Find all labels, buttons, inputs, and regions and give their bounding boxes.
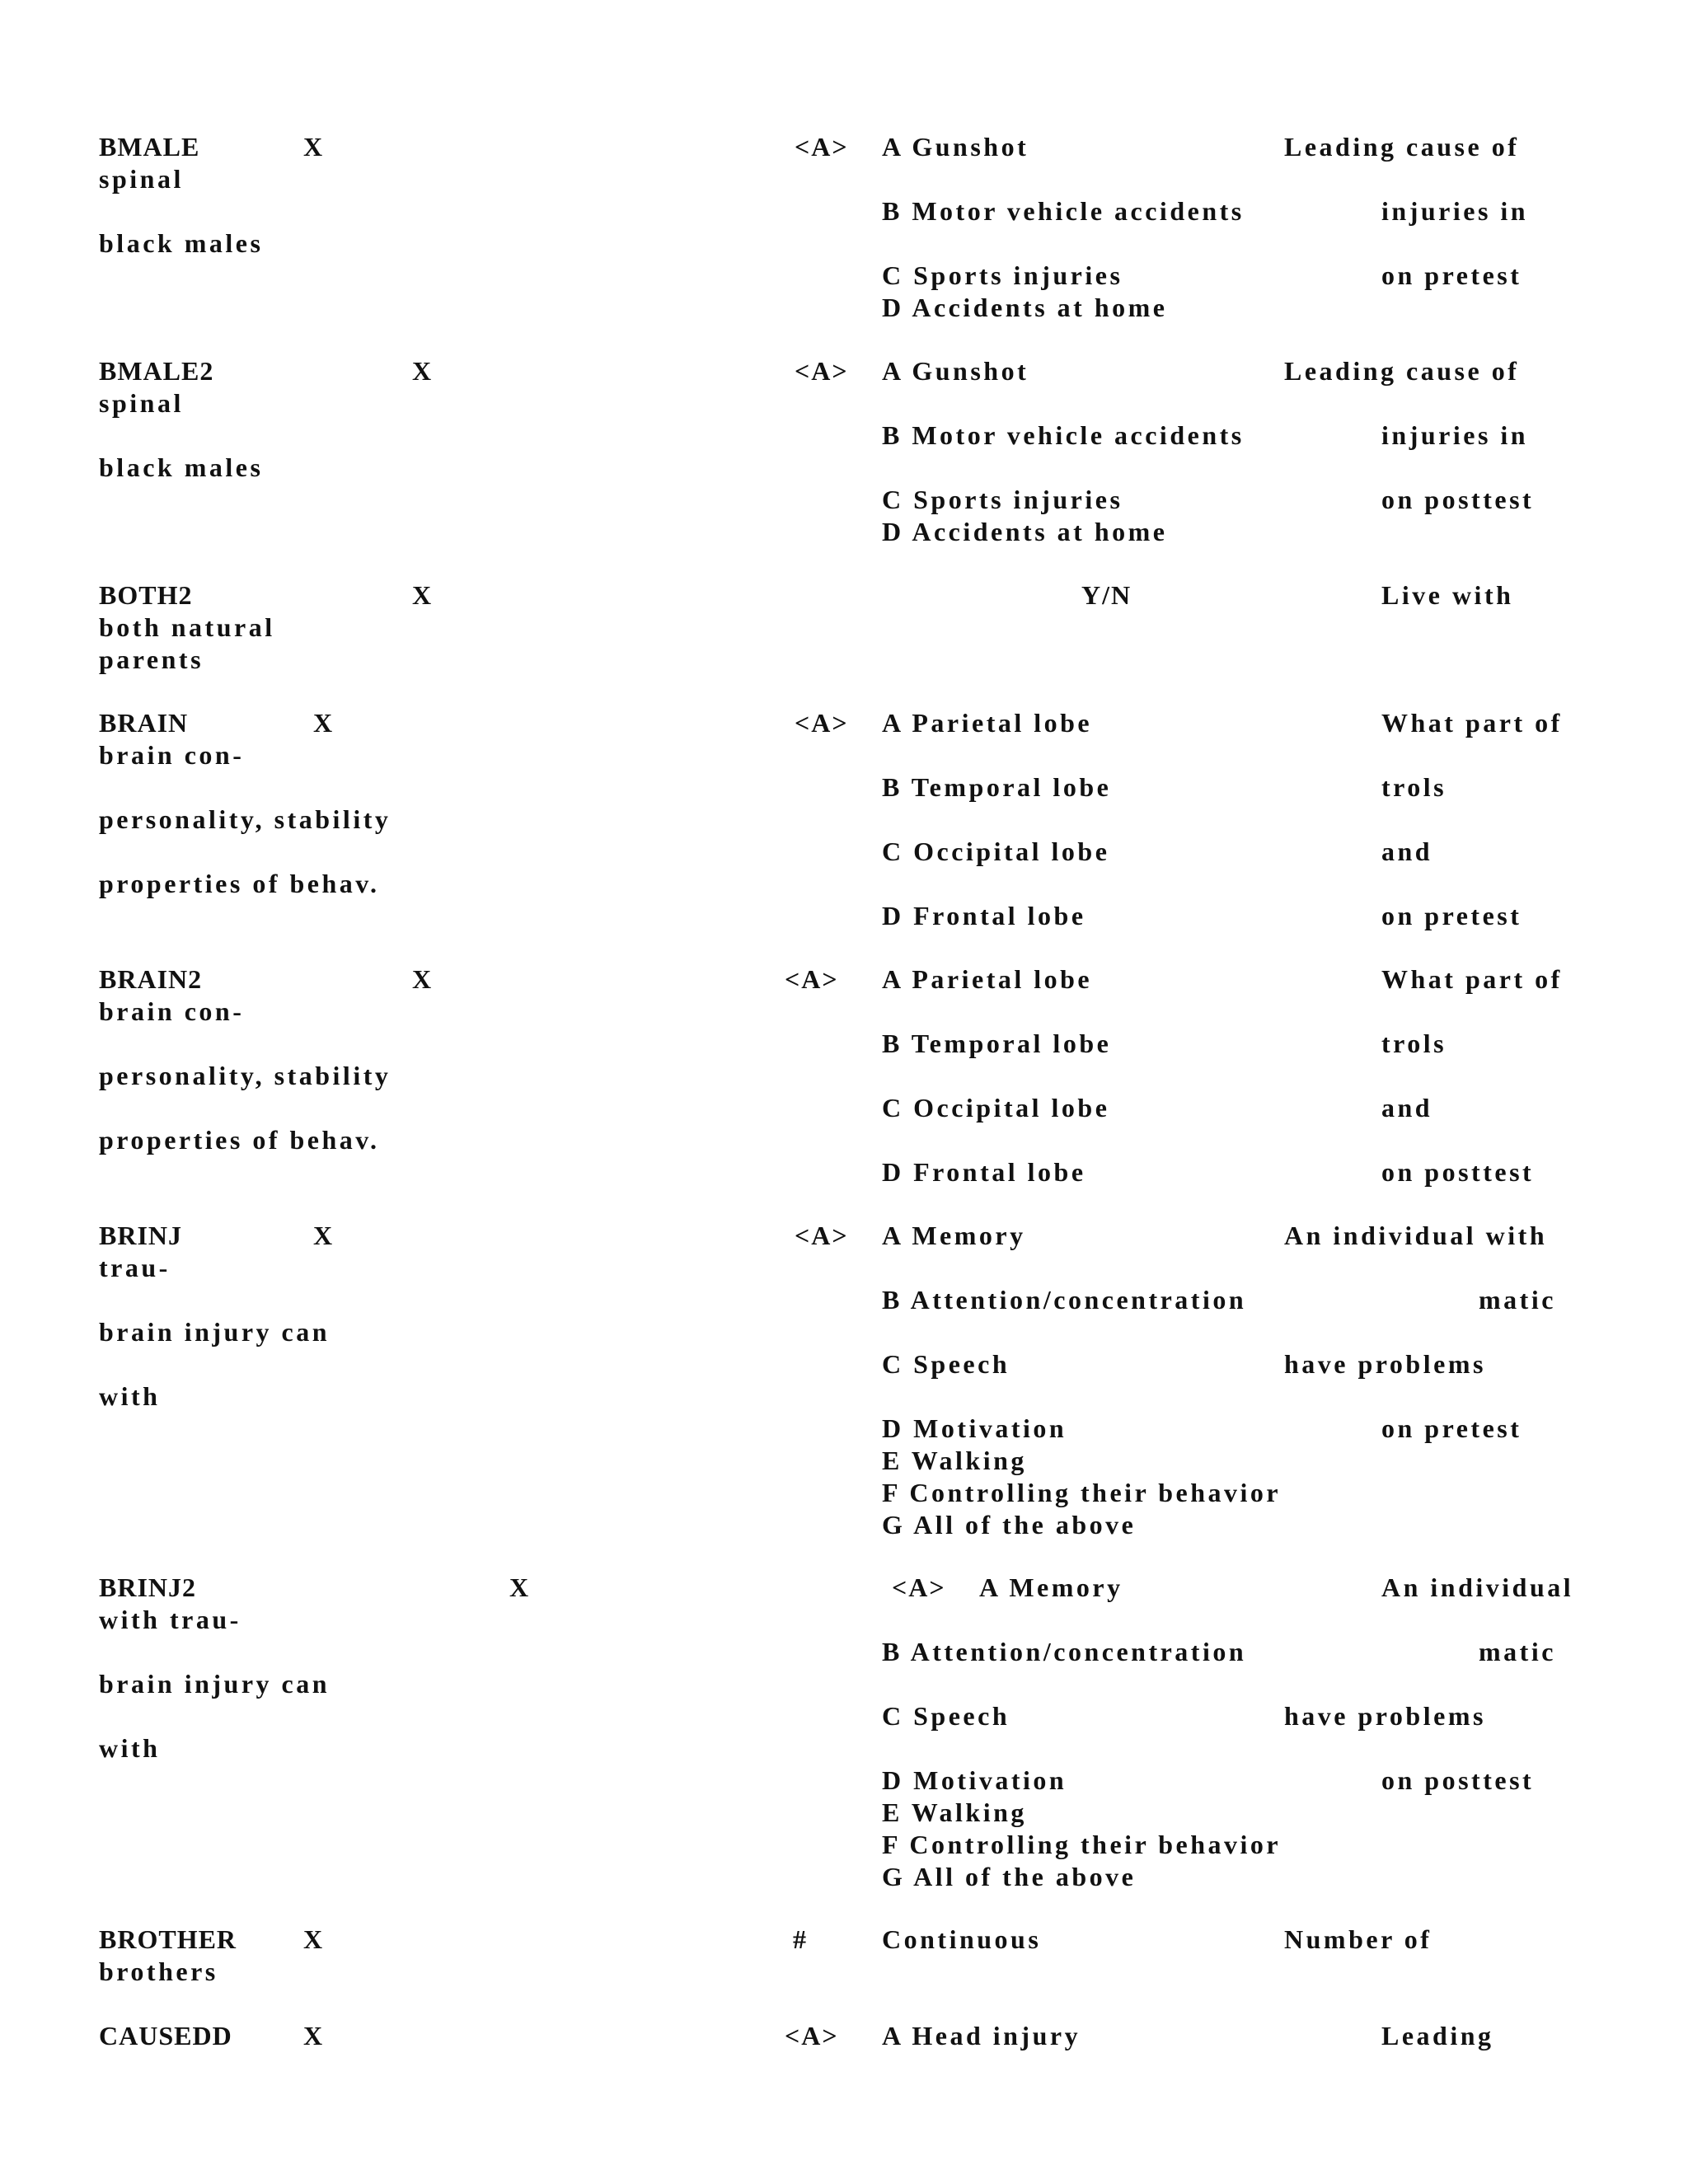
response-code: <A> [795,1221,849,1250]
variable-name: CAUSEDD [99,2021,232,2050]
option-text: C Occipital lobe [882,1093,1110,1122]
option-text: D Frontal lobe [882,1157,1086,1187]
description-text: trols [1381,772,1447,802]
option-text: B Attention/concentration [882,1285,1247,1315]
description-text: brain con- [99,740,245,770]
option-text: D Accidents at home [882,517,1168,546]
variable-name: BRAIN [99,708,189,738]
description-text: Leading [1381,2021,1494,2050]
variable-name: BROTHER [99,1924,237,1954]
option-text: B Temporal lobe [882,1029,1112,1058]
variable-name: BMALE2 [99,356,214,386]
selection-mark: X [313,708,334,738]
option-text: A Parietal lobe [882,964,1093,994]
option-text: D Motivation [882,1413,1067,1443]
description-text: Number of [1284,1924,1432,1954]
option-text: F Controlling their behavior [882,1830,1282,1859]
description-text: on pretest [1381,1413,1522,1443]
description-text: injuries in [1381,196,1529,226]
description-text: black males [99,228,264,258]
variable-name: BRAIN2 [99,964,203,994]
option-text: A Memory [979,1572,1123,1602]
description-text: have problems [1284,1349,1486,1379]
option-text: B Temporal lobe [882,772,1112,802]
selection-mark: X [412,580,433,610]
option-text: C Speech [882,1701,1010,1731]
option-text: F Controlling their behavior [882,1478,1282,1507]
response-code: <A> [785,964,839,994]
description-text: have problems [1284,1701,1486,1731]
description-text: injuries in [1381,420,1529,450]
option-text: D Frontal lobe [882,901,1086,930]
description-text: What part of [1381,708,1563,738]
response-code: <A> [795,132,849,162]
selection-mark: X [303,2021,324,2050]
option-text: Continuous [882,1924,1042,1954]
option-text: C Speech [882,1349,1010,1379]
option-text: B Motor vehicle accidents [882,196,1245,226]
option-text: G All of the above [882,1510,1137,1540]
description-text: and [1381,1093,1433,1122]
option-text: G All of the above [882,1862,1137,1891]
response-code: Y/N [1081,580,1132,610]
description-text: Live with [1381,580,1514,610]
description-text: matic [1479,1285,1556,1315]
variable-name: BMALE [99,132,200,162]
description-text: on posttest [1381,485,1535,514]
variable-name: BRINJ [99,1221,183,1250]
description-text: and [1381,837,1433,866]
description-text: trols [1381,1029,1447,1058]
option-text: A Gunshot [882,132,1029,162]
response-code: <A> [795,708,849,738]
response-code: # [793,1924,808,1954]
description-text: both natural [99,612,275,642]
selection-mark: X [303,1924,324,1954]
description-text: Leading cause of [1284,132,1520,162]
description-text: What part of [1381,964,1563,994]
description-text: on pretest [1381,260,1522,290]
response-code: <A> [795,356,849,386]
description-text: with [99,1381,161,1411]
description-text: brain injury can [99,1317,331,1347]
variable-name: BRINJ2 [99,1572,197,1602]
option-text: A Head injury [882,2021,1081,2050]
description-text: brain con- [99,996,245,1026]
description-text: black males [99,452,264,482]
selection-mark: X [509,1572,530,1602]
variable-name: BOTH2 [99,580,193,610]
description-text: brothers [99,1957,218,1986]
description-text: on posttest [1381,1765,1535,1795]
option-text: C Sports injuries [882,485,1123,514]
description-text: parents [99,644,204,674]
option-text: B Attention/concentration [882,1637,1247,1666]
description-text: properties of behav. [99,1125,380,1155]
option-text: A Parietal lobe [882,708,1093,738]
selection-mark: X [313,1221,334,1250]
option-text: E Walking [882,1446,1027,1475]
description-text: brain injury can [99,1669,331,1699]
option-text: E Walking [882,1797,1027,1827]
option-text: D Motivation [882,1765,1067,1795]
description-text: An individual [1381,1572,1574,1602]
selection-mark: X [303,132,324,162]
option-text: A Gunshot [882,356,1029,386]
option-text: B Motor vehicle accidents [882,420,1245,450]
response-code: <A> [785,2021,839,2050]
description-text: Leading cause of [1284,356,1520,386]
description-text: with trau- [99,1605,241,1634]
response-code: <A> [892,1572,946,1602]
option-text: A Memory [882,1221,1026,1250]
description-text: trau- [99,1253,171,1282]
description-text: properties of behav. [99,869,380,898]
option-text: C Occipital lobe [882,837,1110,866]
description-text: An individual with [1284,1221,1548,1250]
description-text: spinal [99,388,184,418]
description-text: spinal [99,164,184,194]
description-text: matic [1479,1637,1556,1666]
option-text: D Accidents at home [882,293,1168,322]
description-text: personality, stability [99,804,392,834]
description-text: with [99,1733,161,1763]
option-text: C Sports injuries [882,260,1123,290]
description-text: personality, stability [99,1061,392,1090]
selection-mark: X [412,964,433,994]
selection-mark: X [412,356,433,386]
description-text: on posttest [1381,1157,1535,1187]
description-text: on pretest [1381,901,1522,930]
